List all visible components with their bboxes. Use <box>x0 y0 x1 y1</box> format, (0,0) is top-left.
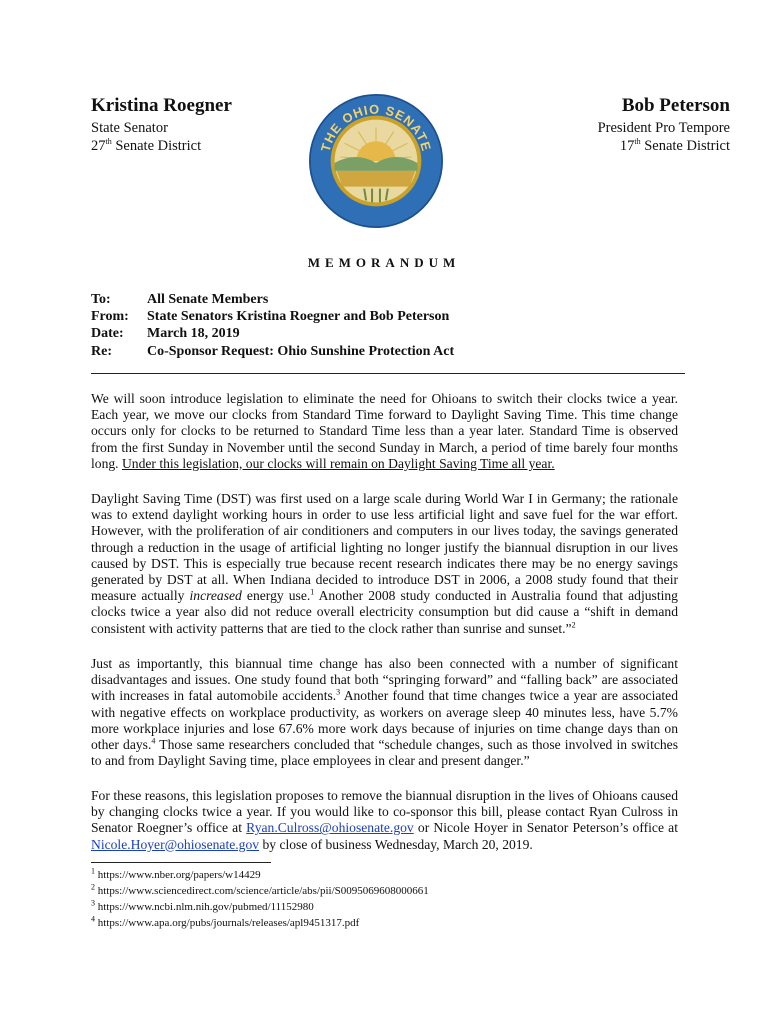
re-row: Re: Co-Sponsor Request: Ohio Sunshine Protection Act <box>91 344 455 359</box>
email-link-ryan-culross[interactable]: Ryan.Culross@ohiosenate.gov <box>246 820 414 836</box>
footnote-1: $^1$ https://www.nber.org/papers/w14429 <box>91 866 261 881</box>
right-sender-district: 17th Senate District <box>619 137 730 154</box>
from-row: From: State Senators Kristina Roegner and Bob Peterson <box>91 309 450 324</box>
memo-title: MEMORANDUM <box>307 255 461 270</box>
to-row: To: All Senate Members <box>91 292 269 307</box>
right-sender-title: President Pro Tempore <box>597 120 730 136</box>
paragraph-3: Just as importantly, this biannual time change has also been connected with a number of significant disadvantages and issues. One study found that both “springing forward” and “falling back” are associated with increases in fatal automobile accidents.$^3$ Another found that time changes twice a year are associated with negative effects on workplace productivity, as workers on average sleep 40 minutes less, have 5.7% more workplace injuries and lose 67.6% more work days because of injuries on time change days than on other days.$^4$ Those same researchers concluded that “schedule changes, such as those involved in switches to and from Daylight Saving time, place employees in clear and present danger.” <box>91 656 679 769</box>
left-sender-district: 27th Senate District <box>91 137 202 154</box>
date-row: Date: March 18, 2019 <box>91 326 240 341</box>
footnote-3: $^3$ https://www.ncbi.nlm.nih.gov/pubmed/11152980 <box>91 898 314 913</box>
footnote-divider <box>91 862 271 863</box>
right-sender-name: Bob Peterson <box>621 95 730 116</box>
header-divider <box>91 373 685 374</box>
seal-text: THE OHIO SENATE <box>317 101 435 154</box>
paragraph-1: We will soon introduce legislation to eliminate the need for Ohioans to switch their clocks twice a year. Each year, we move our clocks from Standard Time forward to Daylight Saving Time. This time change occurs only for clocks to be returned to Standard Time less than a year later. Standard Time is observed from the first Sunday in November until the second Sunday in March, a period of time barely four months long. Under this legislation, our clocks will remain on Daylight Saving Time all year. <box>91 391 678 471</box>
paragraph-2: Daylight Saving Time (DST) was first used on a large scale during World War I in Germany; the rationale was to extend daylight working hours in order to use less artificial light and save fuel for the war effort. However, with the proliferation of air conditioners and computers in our lives today, the savings generated through a reduction in the usage of artificial lighting no longer justify the biannual disruption in our lives caused by DST. This is especially true because recent research indicates there may be no energy savings generated by DST at all. When Indiana decided to introduce DST in 2006, a 2008 study found that their measure actually increased energy use.$^1$ Another 2008 study conducted in Australia found that adjusting clocks twice a year also did not reduce overall electricity consumption but did cause a “shift in demand consistent with activity patterns that are tied to the clock rather than sunrise and sunset.”$^2$ <box>91 491 678 636</box>
left-sender-title: State Senator <box>91 120 168 136</box>
left-sender-name: Kristina Roegner <box>91 95 232 116</box>
footnote-2: $^2$ https://www.sciencedirect.com/science/article/abs/pii/S0095069608000661 <box>91 882 429 897</box>
ohio-senate-seal-icon <box>307 92 445 230</box>
email-link-nicole-hoyer[interactable]: Nicole.Hoyer@ohiosenate.gov <box>91 836 260 852</box>
footnote-4: $^4$ https://www.apa.org/pubs/journals/releases/apl9451317.pdf <box>91 914 360 929</box>
paragraph-4: For these reasons, this legislation proposes to remove the biannual disruption in the lives of Ohioans caused by changing clocks twice a year. If you would like to co-sponsor this bill, please contact Ryan Culross in Senator Roegner’s office at Ryan.Culross@ohiosenate.gov or Nicole Hoyer in Senator Peterson’s office at Nicole.Hoyer@ohiosenate.gov by close of business Wednesday, March 20, 2019. <box>91 788 678 852</box>
